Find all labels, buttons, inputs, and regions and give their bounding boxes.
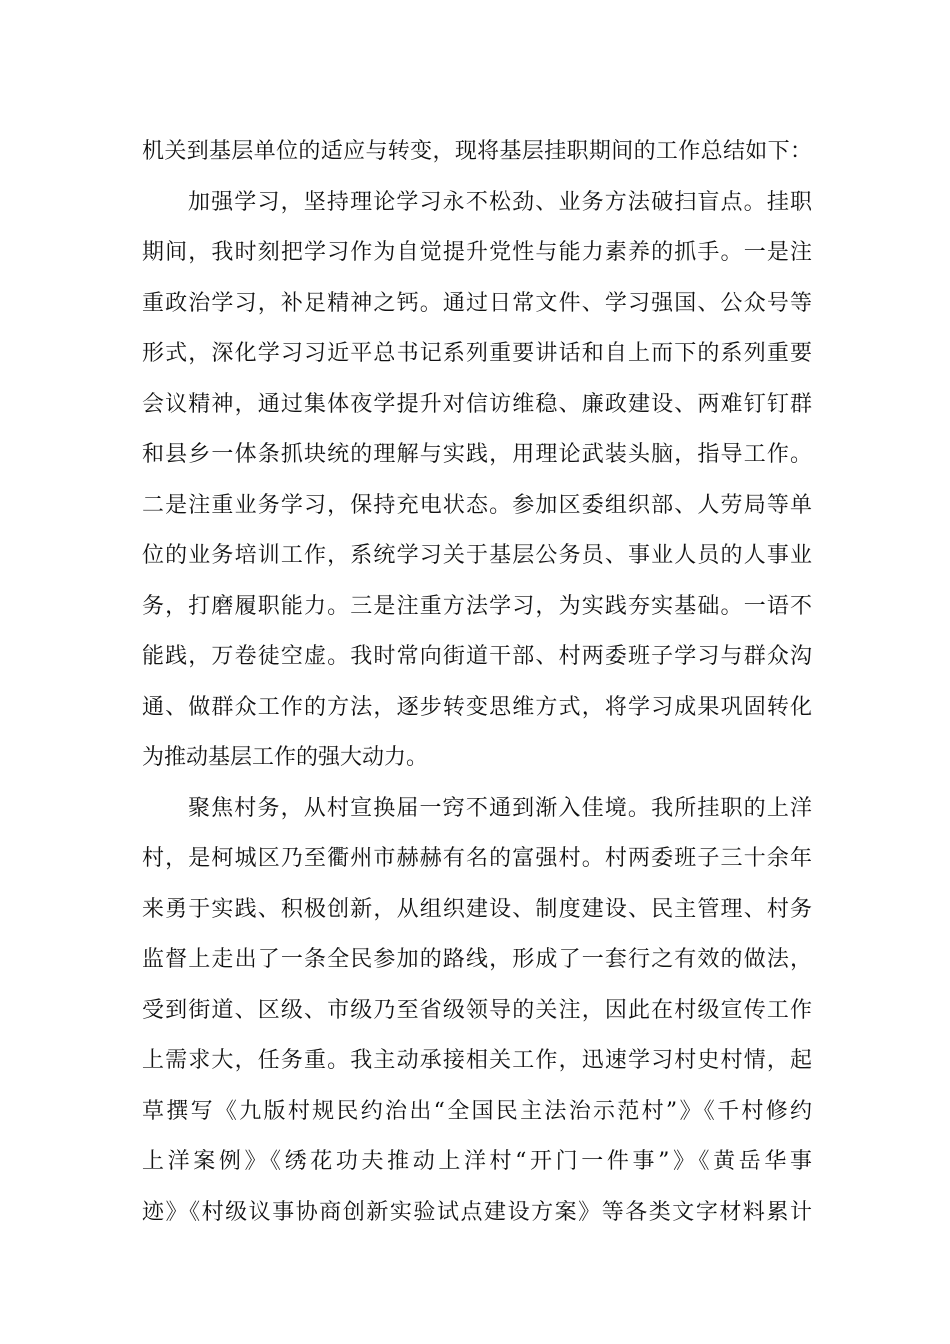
text-line: 受到街道、区级、市级乃至省级领导的关注，因此在村级宣传工作: [142, 997, 812, 1023]
paragraph-start-line: 加强学习，坚持理论学习永不松劲、业务方法破扫盲点。挂职: [188, 189, 812, 215]
text-line: 和县乡一体条抓块统的理解与实践，用理论武装头脑，指导工作。: [142, 442, 812, 467]
text-line: 形式，深化学习习近平总书记系列重要讲话和自上而下的系列重要: [142, 341, 812, 366]
text-line: 通、做群众工作的方法，逐步转变思维方式，将学习成果巩固转化: [142, 694, 812, 720]
text-line: 监督上走出了一条全民参加的路线，形成了一套行之有效的做法，: [142, 947, 812, 972]
text-line: 位的业务培训工作，系统学习关于基层公务员、事业人员的人事业: [142, 543, 812, 568]
text-line: 村，是柯城区乃至衢州市赫赫有名的富强村。村两委班子三十余年: [142, 846, 812, 871]
text-line: 来勇于实践、积极创新，从组织建设、制度建设、民主管理、村务: [142, 896, 812, 922]
text-line: 上需求大，任务重。我主动承接相关工作，迅速学习村史村情，起: [142, 1048, 812, 1073]
paragraph-start-line: 聚焦村务，从村宣换届一窍不通到渐入佳境。我所挂职的上洋: [188, 795, 812, 821]
text-line: 上洋案例》《绣花功夫推动上洋村“开门一件事”》《黄岳华事: [142, 1149, 812, 1174]
text-line: 重政治学习，补足精神之钙。通过日常文件、学习强国、公众号等: [142, 290, 812, 316]
paragraph-end-line: 为推动基层工作的强大动力。: [142, 745, 429, 770]
text-line: 能践，万卷徒空虚。我时常向街道干部、村两委班子学习与群众沟: [142, 644, 812, 669]
document-body: [142, 127, 812, 1238]
text-line: 机关到基层单位的适应与转变，现将基层挂职期间的工作总结如下：: [142, 139, 812, 164]
text-line: 期间，我时刻把学习作为自觉提升党性与能力素养的抓手。一是注: [142, 240, 812, 265]
text-line: 务，打磨履职能力。三是注重方法学习，为实践夯实基础。一语不: [142, 593, 812, 619]
text-line: 草撰写《九版村规民约治出“全国民主法治示范村”》《千村修约: [142, 1098, 812, 1124]
text-line: 二是注重业务学习，保持充电状态。参加区委组织部、人劳局等单: [142, 492, 812, 518]
text-line: 会议精神，通过集体夜学提升对信访维稳、廉政建设、两难钉钉群: [142, 391, 812, 417]
text-line: 迹》《村级议事协商创新实验试点建设方案》等各类文字材料累计: [142, 1199, 812, 1225]
